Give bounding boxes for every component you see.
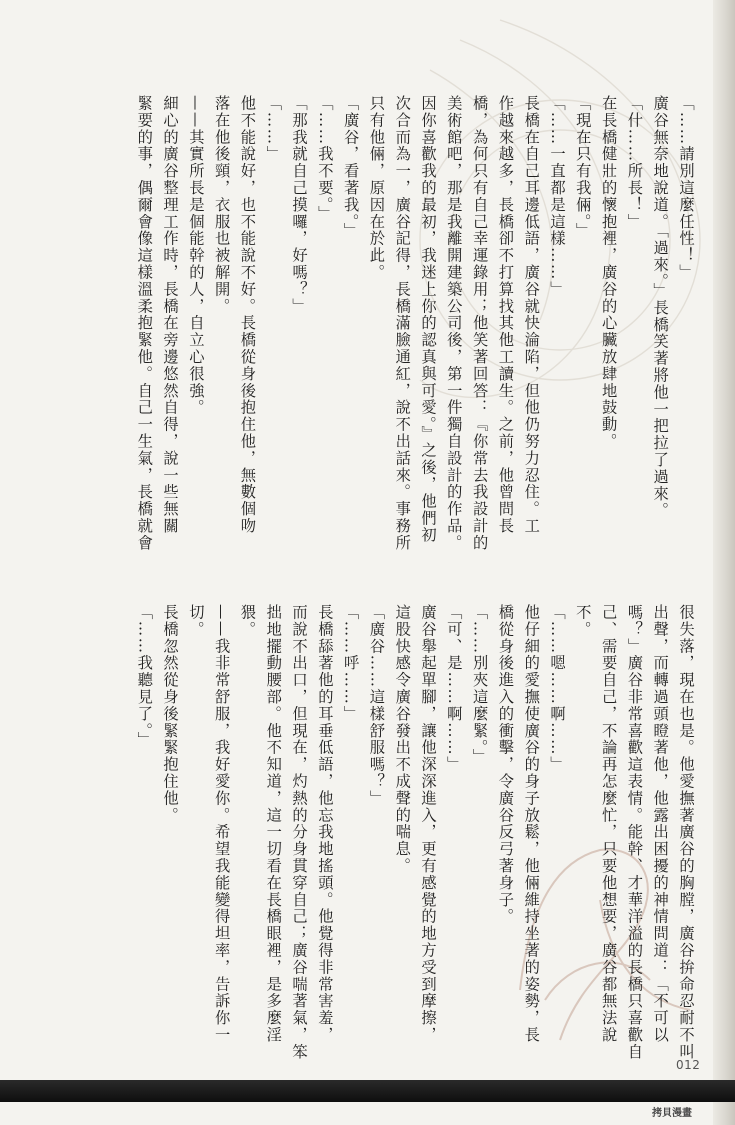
text-column: 他仔細的愛撫使廣谷的身子放鬆，他倆維持坐著的姿勢，長	[522, 604, 541, 1044]
text-column: 很失落，現在也是。他愛撫著廣谷的胸膛，廣谷拚命忍耐不叫	[677, 604, 695, 1061]
text-column: 「什……所長！」	[625, 95, 644, 231]
text-column: 猥。	[238, 604, 257, 638]
text-column: 「可、是……啊……」	[444, 604, 463, 773]
watermark-text: 拷貝漫畫	[652, 1108, 692, 1119]
text-column: 「現在只有我倆。」	[573, 95, 592, 240]
text-column: 「……呼……」	[341, 604, 360, 723]
text-column: 「……我不要。」	[315, 95, 334, 223]
text-column: ——其實所長是個能幹的人，自立心很強。	[186, 95, 205, 417]
text-column: 長橋在自己耳邊低語，廣谷就快淪陷，但他仍努力忍住。工	[522, 95, 541, 535]
text-column: 作越來越多，長橋卻不打算找其他工讀生。之前，他曾問長	[496, 95, 515, 535]
text-column: 「……」	[264, 95, 283, 163]
text-column: 不。	[573, 604, 592, 638]
page-number: 012	[676, 1058, 701, 1072]
footer-bar	[0, 1080, 735, 1102]
text-column: 廣谷無奈地說道。「過來。」長橋笑著將他一把拉了過來。	[651, 95, 670, 520]
text-block-top	[86, 95, 698, 552]
text-column: 「……別夾這麼緊。」	[470, 604, 489, 766]
text-column: 「那我就自己摸囉，好嗎？」	[290, 95, 309, 315]
text-column: 他不能說好，也不能說不好。長橋從身後抱住他，無數個吻	[238, 95, 257, 535]
text-column: 橋從身後進入的衝擊，令廣谷反弓著身子。	[496, 604, 515, 926]
text-column: 次合而為一，廣谷記得，長橋滿臉通紅，說不出話來。事務所	[393, 95, 412, 552]
text-column: 「……嗯……啊……」	[548, 604, 567, 773]
text-column: 長橋忽然從身後緊緊抱住他。	[161, 604, 180, 824]
page-spine-shadow	[713, 0, 735, 1125]
text-column: 「……一直都是這樣……」	[548, 95, 567, 298]
text-column: 因你喜歡我的最初，我迷上你的認真與可愛。』之後，他們初	[419, 95, 438, 544]
text-column: 緊要的事，偶爾會像這樣溫柔抱緊他。自己一生氣，長橋就會	[135, 95, 154, 552]
text-column: 落在他後頸，衣服也被解開。	[212, 95, 231, 315]
text-column: ——我非常舒服，我好愛你。希望我能變得坦率，告訴你一	[212, 604, 231, 1044]
text-column: 「廣谷，看著我。」	[341, 95, 360, 240]
text-column: 只有他倆，原因在於此。	[367, 95, 386, 281]
text-column: 「……請別這麼任性！」	[677, 95, 695, 281]
text-column: 出聲，而轉過頭瞪著他，他露出困擾的神情問道：「不可以	[651, 604, 670, 1044]
text-column: 「……我聽見了。」	[135, 604, 154, 749]
text-column: 在長橋健壯的懷抱裡，廣谷的心臟放肆地鼓動。	[599, 95, 618, 450]
text-column: 這股快感令廣谷發出不成聲的喘息。	[393, 604, 412, 875]
text-column: 拙地擺動腰部。他不知道，這一切看在長橋眼裡，是多麼淫	[264, 604, 283, 1044]
text-column: 己、需要自己，不論再怎麼忙，只要他想要，廣谷都無法說	[599, 604, 618, 1044]
text-column: 「廣谷……這樣舒服嗎？」	[367, 604, 386, 807]
text-column: 細心的廣谷整理工作時，長橋在旁邊悠然自得，說一些無關	[161, 95, 180, 535]
text-column: 廣谷舉起單腳，讓他深深進入，更有感覺的地方受到摩擦，	[419, 604, 438, 1044]
text-column: 美術館吧，那是我離開建築公司後，第一件獨自設計的作品。	[444, 95, 463, 552]
text-block-bottom	[86, 604, 698, 1061]
text-column: 而說不出口，但現在，灼熱的分身貫穿自己；廣谷喘著氣，笨	[290, 604, 309, 1061]
text-column: 嗎？」廣谷非常喜歡這表情。能幹、才華洋溢的長橋只喜歡自	[625, 604, 644, 1061]
text-column: 切。	[186, 604, 205, 638]
text-column: 長橋舔著他的耳垂低語，他忘我地搖頭。他覺得非常害羞，	[315, 604, 334, 1044]
text-column: 橋，為何只有自己幸運錄用；他笑著回答：『你常去我設計的	[470, 95, 489, 552]
